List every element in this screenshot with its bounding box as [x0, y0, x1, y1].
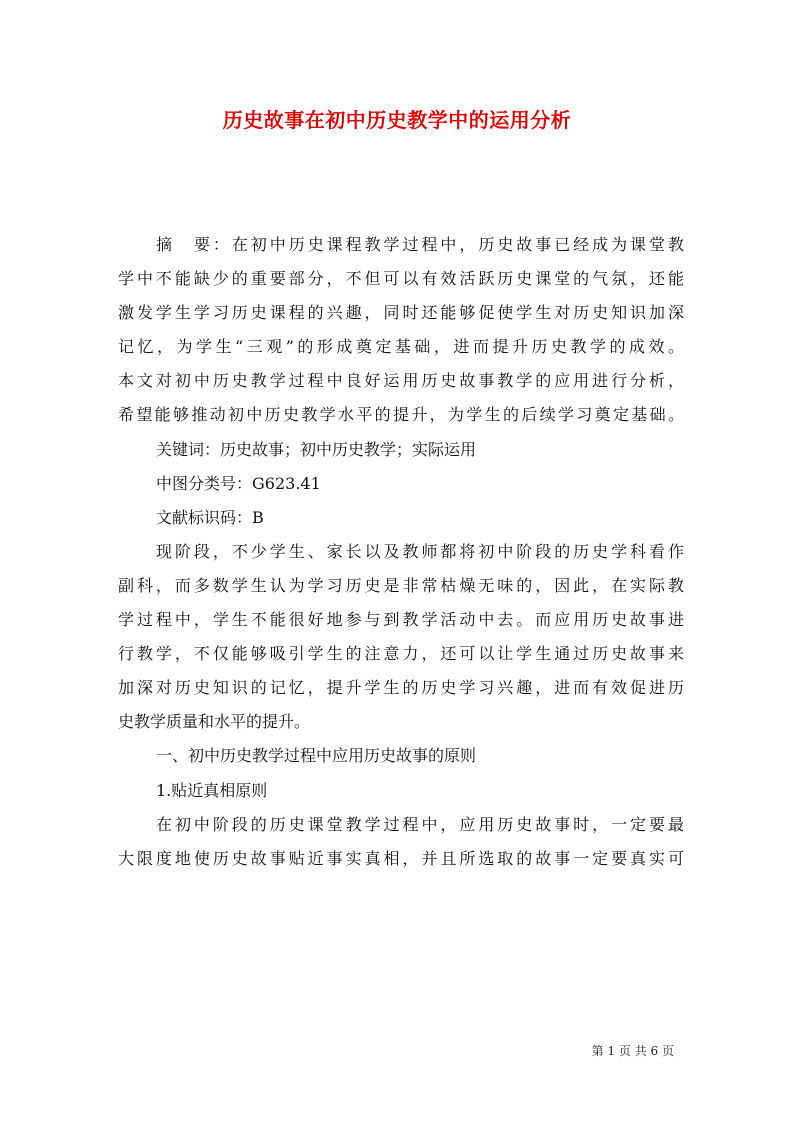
subsection-heading: 1.贴近真相原则: [156, 780, 268, 800]
text-line: 本文对初中历史教学过程中良好运用历史故事教学的应用进行分析，: [118, 371, 684, 391]
document-title: 历史故事在初中历史教学中的运用分析: [222, 108, 572, 132]
text-line: 学中不能缺少的重要部分，不但可以有效活跃历史课堂的气氛，还能: [118, 269, 684, 289]
page-number: 第 1 页 共 6 页: [591, 1044, 674, 1058]
intro-paragraph: [118, 535, 684, 740]
text-line: 大限度地使历史故事贴近事实真相，并且所选取的故事一定要真实可: [118, 848, 684, 868]
document-code-line: 文献标识码：B: [156, 507, 264, 527]
classification-line: 中图分类号：G623.41: [156, 473, 321, 493]
document-body: [118, 228, 684, 876]
text-line: 行教学，不仅能够吸引学生的注意力，还可以让学生通过历史故事来: [118, 644, 684, 664]
text-line: 希望能够推动初中历史教学水平的提升，为学生的后续学习奠定基础。: [118, 405, 684, 425]
text-line: 记忆，为学生“三观”的形成奠定基础，进而提升历史教学的成效。: [118, 337, 684, 357]
text-line: 史教学质量和水平的提升。: [118, 712, 311, 732]
text-line: 加深对历史知识的记忆，提升学生的历史学习兴趣，进而有效促进历: [118, 678, 684, 698]
text-line: 在初中阶段的历史课堂教学过程中，应用历史故事时，一定要最: [156, 814, 684, 834]
keywords-line: 关键词：历史故事；初中历史教学；实际运用: [156, 439, 477, 459]
text-line: 现阶段，不少学生、家长以及教师都将初中阶段的历史学科看作: [156, 541, 684, 561]
text-line: 学过程中，学生不能很好地参与到教学活动中去。而应用历史故事进: [118, 610, 684, 630]
section-heading: 一、初中历史教学过程中应用历史故事的原则: [156, 746, 477, 766]
text-line: 副科，而多数学生认为学习历史是非常枯燥无味的，因此，在实际教: [118, 575, 684, 595]
text-line: 激发学生学习历史课程的兴趣，同时还能够促使学生对历史知识加深: [118, 303, 684, 323]
text-line: 摘 要：在初中历史课程教学过程中，历史故事已经成为课堂教: [156, 235, 684, 254]
abstract-paragraph: [118, 228, 684, 433]
section-paragraph: [118, 808, 684, 876]
